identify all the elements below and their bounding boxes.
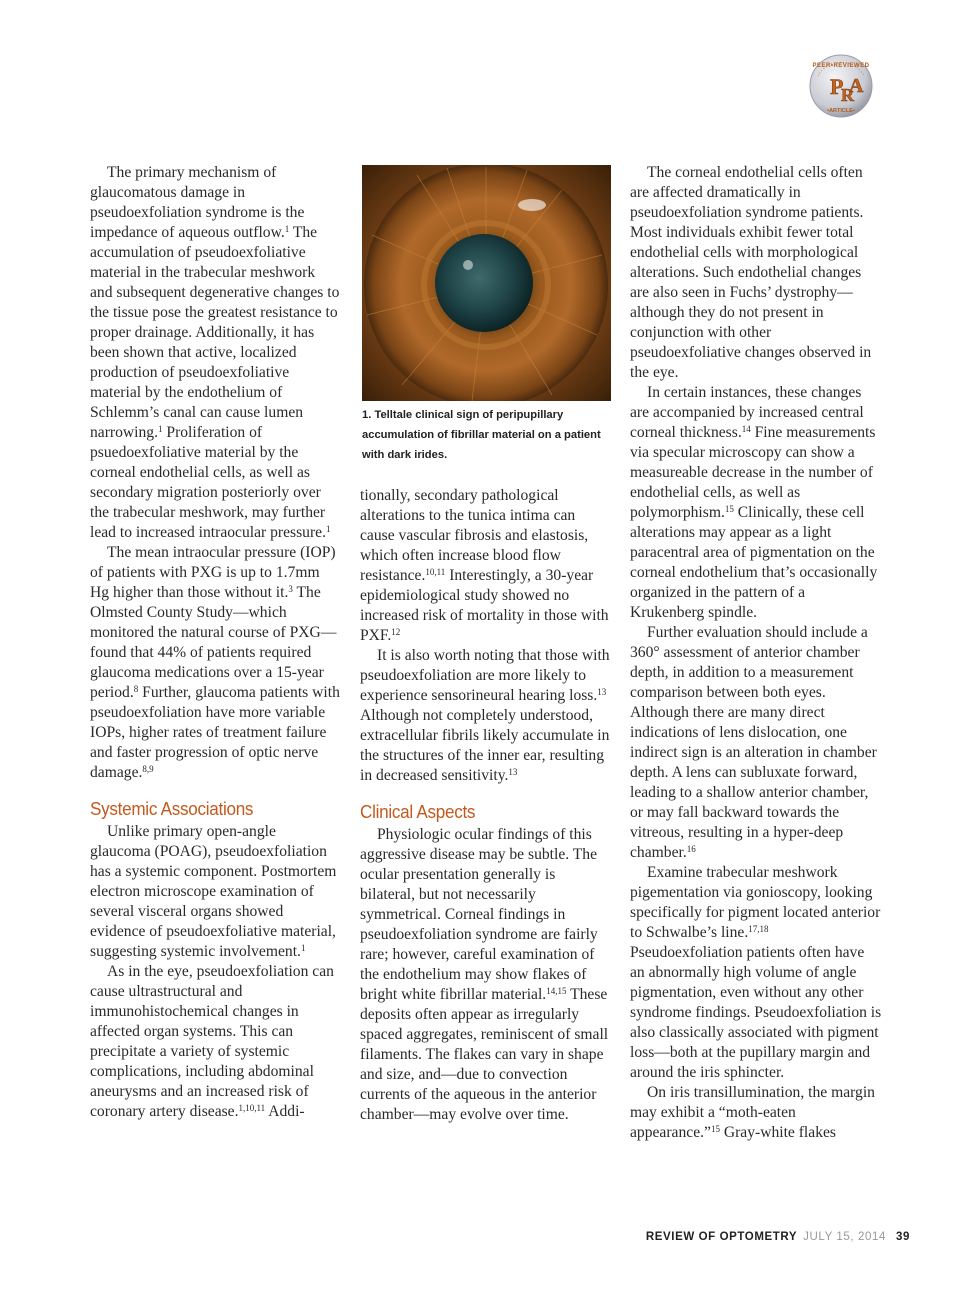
citation-ref: 14,15 bbox=[546, 986, 567, 996]
paragraph bbox=[360, 825, 610, 1125]
paragraph bbox=[90, 163, 340, 543]
eye-iris-photo bbox=[362, 165, 611, 401]
paragraph bbox=[360, 486, 610, 646]
section-heading: Clinical Aspects bbox=[360, 802, 476, 822]
text-run: Addi- bbox=[265, 1103, 305, 1120]
paragraph bbox=[360, 646, 610, 786]
section-heading: Systemic Associations bbox=[90, 799, 254, 819]
paragraph bbox=[90, 962, 340, 1122]
paragraph bbox=[90, 543, 340, 783]
paragraph bbox=[630, 623, 882, 863]
text-run: Further evaluation should include a 360° assessment of anterior chamber depth, in addition to a measurement comparison between both eyes. Although there are many direct indications of lens dislocation, one indirect sign is an alteration in chamber depth. A lens can subluxate forward, leading to a shallow anterior chamber, or may fall backward towards the vitreous, resulting in a hyper-deep chamber. bbox=[630, 624, 877, 861]
text-run: Gray-white flakes bbox=[719, 1124, 836, 1141]
text-run: Interestingly, a 30-year epidemiological study showed no increased risk of mortality in those with PXF. bbox=[360, 567, 609, 644]
citation-ref: 1 bbox=[158, 424, 163, 434]
paragraph bbox=[630, 383, 882, 623]
citation-ref: 13 bbox=[597, 687, 607, 697]
text-run: Clinically, these cell alterations may appear as a light paracentral area of pigmentation on the corneal endothelium that’s occasionally organized in the pattern of a Krukenberg spindle. bbox=[630, 504, 878, 621]
svg-text:R: R bbox=[841, 85, 854, 105]
publication-name: REVIEW OF OPTOMETRY bbox=[645, 1231, 798, 1243]
text-run: Unlike primary open-angle glaucoma (POAG), pseudoexfoliation has a systemic component. Postmortem electron microscope examination of several visceral organs showed evidence of pseudoexfoliative material, suggesting systemic involvement. bbox=[90, 823, 337, 960]
citation-ref: 13 bbox=[508, 767, 518, 777]
paragraph bbox=[630, 163, 882, 383]
svg-text:•ARTICLE•: •ARTICLE• bbox=[827, 108, 855, 114]
text-run: Pseudoexfoliation patients often have an abnormally high volume of angle pigmentation, even without any other syndrome findings. Pseudoexfoliation is also classically associated with pigment loss—both at the pupillary margin and around the iris sphincter. bbox=[630, 944, 882, 1081]
issue-date: JULY 15, 2014 bbox=[803, 1231, 886, 1243]
column-1 bbox=[90, 163, 340, 1122]
paragraph bbox=[630, 863, 882, 1083]
citation-ref: 1,10,11 bbox=[238, 1103, 266, 1113]
text-run: These deposits often appear as irregularly spaced aggregates, reminiscent of small filaments. The flakes can vary in shape and size, and—due to convection currents of the aqueous in the anterior chamber—may evolve over time. bbox=[360, 986, 609, 1123]
page-footer bbox=[646, 1231, 910, 1243]
column-3 bbox=[630, 163, 882, 1143]
citation-ref: 10,11 bbox=[425, 567, 446, 577]
text-run: Physiologic ocular findings of this aggressive disease may be subtle. The ocular presentation generally is bilateral, but not necessarily symmetrical. Corneal findings in pseudoexfoliation syndrome are fairly rare; however, careful examination of the endothelium may show flakes of bright white fibrillar material. bbox=[360, 826, 598, 1003]
page-number: 39 bbox=[896, 1231, 910, 1243]
citation-ref: 8,9 bbox=[142, 764, 154, 774]
paragraph bbox=[90, 822, 340, 962]
text-run: It is also worth noting that those with pseudoexfoliation are more likely to experience sensorineural hearing loss. bbox=[360, 647, 610, 704]
text-run: Proliferation of psuedoexfoliative material by the corneal endothelial cells, as well as secondary migration posteriorly over the trabecular meshwork, may further lead to increased intraocular pressure. bbox=[90, 424, 326, 541]
text-run: On iris transillumination, the margin may exhibit a “moth-eaten appearance.” bbox=[630, 1084, 875, 1141]
citation-ref: 14 bbox=[741, 424, 751, 434]
citation-ref: 17,18 bbox=[748, 924, 769, 934]
text-run: As in the eye, pseudoexfoliation can cause ultrastructural and immunohistochemical changes in affected organ systems. This can precipitate a variety of systemic complications, including abdominal aneurysms and an increased risk of coronary artery disease. bbox=[90, 963, 334, 1120]
svg-text:A: A bbox=[849, 75, 864, 97]
text-run: Further, glaucoma patients with pseudoexfoliation have more variable IOPs, higher rates of treatment failure and faster progression of optic nerve damage. bbox=[90, 684, 340, 781]
paragraph bbox=[630, 1083, 882, 1143]
text-run: The Olmsted County Study—which monitored the natural course of PXG—found that 44% of patients required glaucoma medications over a 15-year period. bbox=[90, 584, 337, 701]
column-2 bbox=[360, 486, 610, 1125]
text-run: tionally, secondary pathological alterations to the tunica intima can cause vascular fibrosis and elastosis, which often increase blood flow resistance. bbox=[360, 487, 589, 584]
svg-text:PEER•REVIEWED: PEER•REVIEWED bbox=[812, 63, 870, 69]
citation-ref: 15 bbox=[724, 504, 734, 514]
text-run: The corneal endothelial cells often are affected dramatically in pseudoexfoliation syndrome patients. Most individuals exhibit fewer total endothelial cells with morphological alterations. Such endothelial changes are also seen in Fuchs’ dystrophy—although they do not present in conjunction with other pseudoexfoliative changes observed in the eye. bbox=[630, 164, 872, 381]
citation-ref: 1 bbox=[284, 224, 290, 234]
text-run: Although not completely understood, extracellular fibrils likely accumulate in the structures of the inner ear, resulting in decreased sensitivity. bbox=[360, 707, 610, 784]
citation-ref: 12 bbox=[391, 627, 401, 637]
citation-ref: 8 bbox=[133, 684, 139, 694]
citation-ref: 1 bbox=[300, 943, 306, 953]
text-run: Fine measurements via specular microscopy can show a measureable decrease in the number of endothelial cells, as well as polymorphism. bbox=[630, 424, 876, 521]
svg-text:P: P bbox=[830, 74, 844, 99]
text-run: The mean intraocular pressure (IOP) of patients with PXG is up to 1.7mm Hg higher than those without it. bbox=[90, 544, 336, 601]
text-run: The accumulation of pseudoexfoliative material in the trabecular meshwork and subsequent degenerative changes to the tissue pose the greatest resistance to proper drainage. Additionally, it has been shown that active, localized production of pseudoexfoliative material by the endothelium of Schlemm’s canal can cause lumen narrowing. bbox=[90, 224, 340, 441]
citation-ref: 15 bbox=[710, 1124, 720, 1134]
text-run: In certain instances, these changes are accompanied by increased central corneal thickness. bbox=[630, 384, 864, 441]
peer-reviewed-badge bbox=[808, 50, 874, 122]
citation-ref: 1 bbox=[325, 524, 331, 534]
citation-ref: 16 bbox=[686, 844, 696, 854]
figure-caption: 1. Telltale clinical sign of peripupillary accumulation of fibrillar material on a patient with dark irides. bbox=[362, 409, 601, 461]
text-run: Examine trabecular meshwork pigementation via gonioscopy, looking specifically for pigment located anterior to Schwalbe’s line. bbox=[630, 864, 881, 941]
citation-ref: 3 bbox=[288, 584, 293, 594]
text-run: The primary mechanism of glaucomatous damage in pseudoexfoliation syndrome is the impedance of aqueous outflow. bbox=[90, 164, 305, 241]
